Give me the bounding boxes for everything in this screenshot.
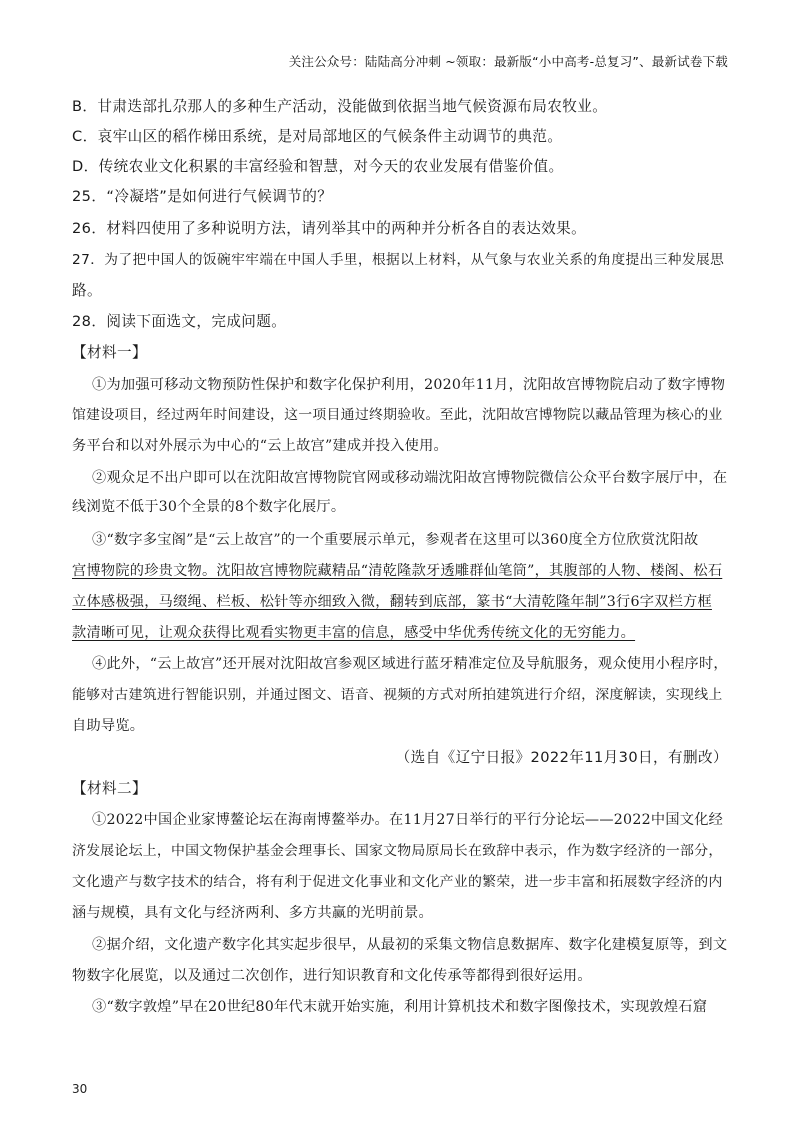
- question-25: 25．“冷凝塔”是如何进行气候调节的？: [72, 188, 333, 205]
- m1-source: （选自《辽宁日报》2022年11月30日，有删改）: [395, 749, 728, 766]
- question-26: 26．材料四使用了多种说明方法，请列举其中的两种并分析各自的表达效果。: [72, 220, 587, 237]
- m2-p2-line2: 物数字化展览，以及通过二次创作，进行知识教育和文化传承等都得到很好运用。: [72, 968, 592, 984]
- m1-p4-line2: 能够对古建筑进行智能识别，并通过图文、语音、视频的方式对所拍建筑进行介绍，深度解读，实现线上: [72, 687, 723, 703]
- m2-p1-line3: 文化遗产与数字技术的结合，将有利于促进文化事业和文化产业的繁荣，进一步丰富和拓展数字经济的内: [72, 874, 723, 890]
- option-b: B．甘肃迭部扎尕那人的多种生产活动，没能做到依据当地气候资源布局农牧业。: [72, 98, 608, 115]
- m1-p1-line3: 务平台和以对外展示为中心的“云上故宫”建成并投入使用。: [72, 438, 448, 454]
- m1-p2-line1: ②观众足不出户即可以在沈阳故宫博物院官网或移动端沈阳故宫博物院微信公众平台数字展厅中，在: [92, 470, 728, 486]
- option-d: D．传统农业文化积累的丰富经验和智慧，对今天的农业发展有借鉴价值。: [72, 158, 564, 175]
- m1-p4-line1: ④此外，“云上故宫”还开展对沈阳故宫参观区域进行蓝牙精准定位及导航服务，观众使用小程序时，: [92, 656, 728, 672]
- m2-p1-line4: 涵与规模，具有文化与经济两利、多方共赢的光明前景。: [72, 905, 433, 921]
- m2-p3-line1: ③“数字敦煌”早在20世纪80年代末就开始实施，利用计算机技术和数字图像技术，实现敦煌石窟: [92, 999, 708, 1015]
- material-2-heading: 【材料二】: [72, 780, 147, 797]
- material-1-heading: 【材料一】: [72, 344, 147, 361]
- m1-p3-line3-underlined: 立体感极强，马缀绳、栏板、松针等亦细致入微，翻转到底部，篆书“大清乾隆年制”3行6字双栏方框: [72, 594, 712, 610]
- question-27-cont: 路。: [72, 282, 102, 299]
- m1-p4-line3: 自助导览。: [72, 718, 145, 734]
- m1-p3-line4-underlined: 款清晰可见，让观众获得比观看实物更丰富的信息，感受中华优秀传统文化的无穷能力。: [72, 625, 636, 641]
- m1-p3-line1: ③“数字多宝阁”是“云上故宫”的一个重要展示单元，参观者在这里可以360度全方位欣赏沈阳故: [92, 532, 699, 548]
- page-header: 关注公众号：陆陆高分冲刺 ~领取：最新版“小中高考-总复习”、最新试卷下载: [288, 54, 728, 69]
- m1-p1-line1: ①为加强可移动文物预防性保护和数字化保护利用，2020年11月，沈阳故宫博物院启动了数字博物: [92, 377, 726, 393]
- m1-p1-line2: 馆建设项目，经过两年时间建设，这一项目通过终期验收。至此，沈阳故宫博物院以藏品管理为核心的业: [72, 407, 723, 423]
- m1-p3-line2-underlined: 宫博物院的珍贵文物。沈阳故宫博物院藏精品“清乾隆款牙透雕群仙笔筒”，其腹部的人物、楼阁、松石: [72, 563, 723, 579]
- m1-p2-line2: 线浏览不低于30个全景的8个数字化展厅。: [72, 499, 346, 515]
- question-28: 28．阅读下面选文，完成问题。: [72, 313, 287, 330]
- question-27: 27．为了把中国人的饭碗牢牢端在中国人手里，根据以上材料，从气象与农业关系的角度提出三种发展思: [72, 252, 725, 268]
- page-number: 30: [72, 1082, 88, 1096]
- m2-p1-line2: 济发展论坛上，中国文物保护基金会理事长、国家文物局原局长在致辞中表示，作为数字经济的一部分，: [72, 843, 723, 859]
- m2-p1-line1: ①2022中国企业家博鳌论坛在海南博鳌举办。在11月27日举行的平行分论坛——2022中国文化经: [92, 812, 724, 828]
- option-c: C．哀牢山区的稻作梯田系统，是对局部地区的气候条件主动调节的典范。: [72, 128, 563, 145]
- m2-p2-line1: ②据介绍，文化遗产数字化其实起步很早，从最初的采集文物信息数据库、数字化建模复原等，到文: [92, 937, 728, 953]
